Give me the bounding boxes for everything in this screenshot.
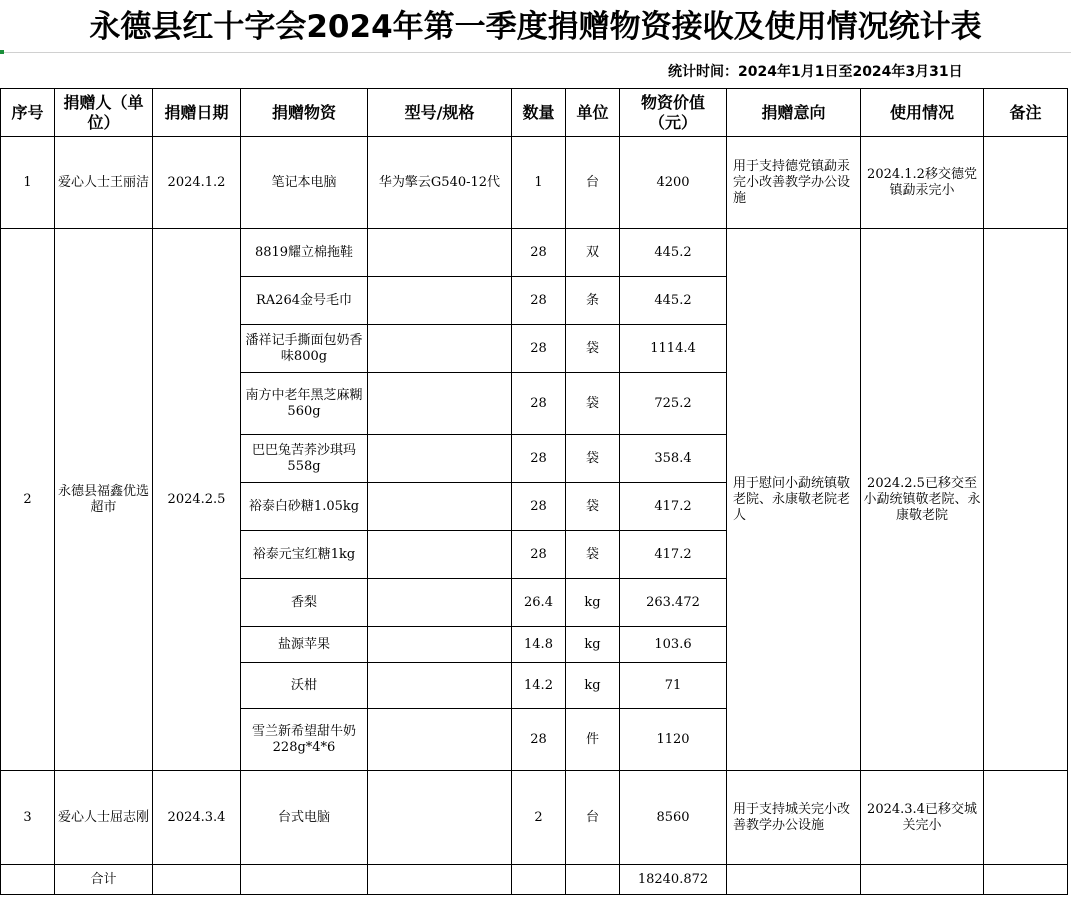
value-cell: 1120	[620, 709, 727, 771]
header-note: 备注	[984, 89, 1068, 137]
seq-cell: 2	[1, 229, 55, 771]
value-cell: 358.4	[620, 435, 727, 483]
item-name-cell: 沃柑	[241, 663, 368, 709]
qty-cell: 28	[512, 229, 566, 277]
table-row	[1, 137, 1068, 229]
header-item: 捐赠物资	[241, 89, 368, 137]
total-empty-cell	[241, 865, 368, 895]
total-label: 合计	[55, 865, 153, 895]
seq-cell: 3	[1, 771, 55, 865]
usage-cell: 2024.3.4已移交城关完小	[861, 771, 984, 865]
value-cell: 71	[620, 663, 727, 709]
value-cell: 1114.4	[620, 325, 727, 373]
value-cell: 725.2	[620, 373, 727, 435]
spec-cell: 华为擎云G540-12代	[368, 137, 512, 229]
donor-cell: 爱心人士王丽洁	[55, 137, 153, 229]
qty-cell: 28	[512, 483, 566, 531]
unit-cell: 件	[566, 709, 620, 771]
total-empty-cell	[368, 865, 512, 895]
unit-cell: 袋	[566, 325, 620, 373]
qty-cell: 28	[512, 531, 566, 579]
spec-cell	[368, 663, 512, 709]
qty-cell: 26.4	[512, 579, 566, 627]
item-name-cell: 台式电脑	[241, 771, 368, 865]
unit-cell: 袋	[566, 531, 620, 579]
unit-cell: kg	[566, 627, 620, 663]
total-empty-cell	[512, 865, 566, 895]
item-name-cell: 8819耀立棉拖鞋	[241, 229, 368, 277]
header-seq: 序号	[1, 89, 55, 137]
intent-cell: 用于支持城关完小改善教学办公设施	[727, 771, 861, 865]
qty-cell: 28	[512, 325, 566, 373]
value-cell: 8560	[620, 771, 727, 865]
spec-cell	[368, 325, 512, 373]
total-empty-cell	[861, 865, 984, 895]
spec-cell	[368, 531, 512, 579]
value-cell: 417.2	[620, 531, 727, 579]
value-cell: 4200	[620, 137, 727, 229]
value-cell: 103.6	[620, 627, 727, 663]
note-cell	[984, 771, 1068, 865]
unit-cell: 台	[566, 771, 620, 865]
item-name-cell: 笔记本电脑	[241, 137, 368, 229]
date-cell: 2024.1.2	[153, 137, 241, 229]
total-empty-cell	[153, 865, 241, 895]
header-row	[1, 89, 1068, 137]
qty-cell: 1	[512, 137, 566, 229]
qty-cell: 28	[512, 277, 566, 325]
spec-cell	[368, 771, 512, 865]
item-name-cell: 潘祥记手撕面包奶香味800g	[241, 325, 368, 373]
donation-table	[0, 88, 1068, 895]
unit-cell: kg	[566, 579, 620, 627]
item-name-cell: 雪兰新希望甜牛奶228g*4*6	[241, 709, 368, 771]
spec-cell	[368, 373, 512, 435]
item-name-cell: 南方中老年黑芝麻糊560g	[241, 373, 368, 435]
item-name-cell: 裕泰白砂糖1.05kg	[241, 483, 368, 531]
total-empty-cell	[984, 865, 1068, 895]
unit-cell: 袋	[566, 483, 620, 531]
header-spec: 型号/规格	[368, 89, 512, 137]
table-row	[1, 771, 1068, 865]
unit-cell: 袋	[566, 373, 620, 435]
intent-cell: 用于慰问小勐统镇敬老院、永康敬老院老人	[727, 229, 861, 771]
header-qty: 数量	[512, 89, 566, 137]
item-name-cell: RA264金号毛巾	[241, 277, 368, 325]
header-unit: 单位	[566, 89, 620, 137]
spec-cell	[368, 709, 512, 771]
item-name-cell: 裕泰元宝红糖1kg	[241, 531, 368, 579]
unit-cell: kg	[566, 663, 620, 709]
item-name-cell: 盐源苹果	[241, 627, 368, 663]
total-empty-cell	[566, 865, 620, 895]
spec-cell	[368, 579, 512, 627]
stat-time-label: 统计时间：2024年1月1日至2024年3月31日	[668, 64, 963, 80]
value-cell: 263.472	[620, 579, 727, 627]
unit-cell: 台	[566, 137, 620, 229]
item-name-cell: 香梨	[241, 579, 368, 627]
usage-cell: 2024.1.2移交德党镇勐汞完小	[861, 137, 984, 229]
header-value: 物资价值（元）	[620, 89, 727, 137]
usage-cell: 2024.2.5已移交至小勐统镇敬老院、永康敬老院	[861, 229, 984, 771]
qty-cell: 28	[512, 709, 566, 771]
unit-cell: 条	[566, 277, 620, 325]
qty-cell: 28	[512, 373, 566, 435]
total-row	[1, 865, 1068, 895]
note-cell	[984, 229, 1068, 771]
total-seq-cell	[1, 865, 55, 895]
note-cell	[984, 137, 1068, 229]
date-cell: 2024.3.4	[153, 771, 241, 865]
spec-cell	[368, 483, 512, 531]
value-cell: 417.2	[620, 483, 727, 531]
donor-cell: 永德县福鑫优选超市	[55, 229, 153, 771]
donor-cell: 爱心人士屈志刚	[55, 771, 153, 865]
qty-cell: 2	[512, 771, 566, 865]
total-empty-cell	[727, 865, 861, 895]
value-cell: 445.2	[620, 277, 727, 325]
header-date: 捐赠日期	[153, 89, 241, 137]
qty-cell: 28	[512, 435, 566, 483]
value-cell: 445.2	[620, 229, 727, 277]
unit-cell: 双	[566, 229, 620, 277]
unit-cell: 袋	[566, 435, 620, 483]
header-intent: 捐赠意向	[727, 89, 861, 137]
page-title: 永德县红十字会2024年第一季度捐赠物资接收及使用情况统计表	[89, 9, 982, 45]
item-name-cell: 巴巴兔苦荞沙琪玛558g	[241, 435, 368, 483]
table-row	[1, 229, 1068, 277]
total-value: 18240.872	[620, 865, 727, 895]
cell-selection-marker	[0, 50, 4, 54]
header-usage: 使用情况	[861, 89, 984, 137]
spec-cell	[368, 229, 512, 277]
seq-cell: 1	[1, 137, 55, 229]
intent-cell: 用于支持德党镇勐汞完小改善教学办公设施	[727, 137, 861, 229]
qty-cell: 14.8	[512, 627, 566, 663]
spec-cell	[368, 277, 512, 325]
spec-cell	[368, 627, 512, 663]
date-cell: 2024.2.5	[153, 229, 241, 771]
title-divider	[0, 52, 1071, 53]
header-donor: 捐赠人（单位）	[55, 89, 153, 137]
spec-cell	[368, 435, 512, 483]
qty-cell: 14.2	[512, 663, 566, 709]
